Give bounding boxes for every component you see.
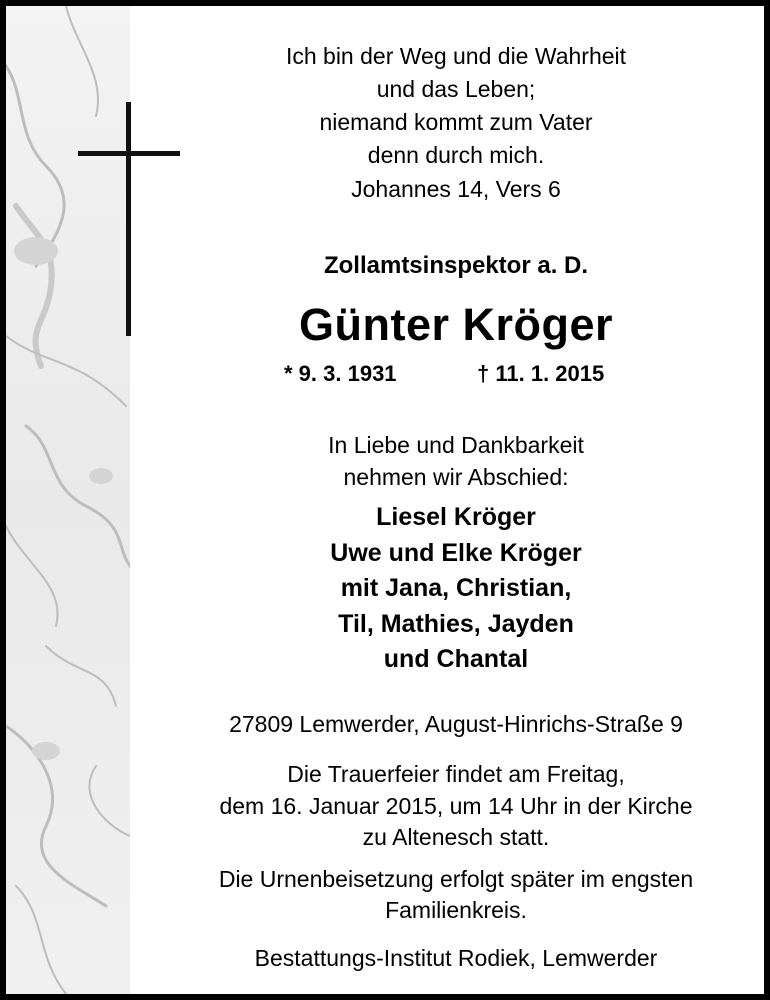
- family-line: Uwe und Elke Kröger: [330, 539, 582, 567]
- farewell-line: nehmen wir Abschied:: [343, 464, 569, 490]
- ceremony-line: zu Altenesch statt.: [362, 824, 550, 850]
- deceased-title: Zollamtsinspektor a. D.: [323, 252, 589, 279]
- verse-line: Ich bin der Weg und die Wahrheit: [285, 43, 627, 69]
- burial-line: Die Urnenbeisetzung erfolgt später im engsten: [218, 866, 694, 892]
- verse-line: denn durch mich.: [367, 142, 545, 168]
- address: 27809 Lemwerder, August-Hinrichs-Straße 9: [229, 711, 683, 737]
- burial-line: Familienkreis.: [385, 897, 527, 923]
- family-line: Liesel Kröger: [376, 503, 536, 531]
- verse-line: niemand kommt zum Vater: [319, 109, 593, 135]
- undertaker: Bestattungs-Institut Rodiek, Lemwerder: [254, 945, 658, 971]
- ceremony-line: Die Trauerfeier findet am Freitag,: [287, 761, 625, 787]
- family-line: Til, Mathies, Jayden: [338, 610, 574, 638]
- farewell-line: In Liebe und Dankbarkeit: [328, 432, 584, 458]
- deceased-name: Günter Kröger: [298, 299, 614, 350]
- verse-reference: Johannes 14, Vers 6: [351, 176, 561, 202]
- birth-date: * 9. 3. 1931: [284, 361, 397, 386]
- verse-line: und das Leben;: [376, 76, 536, 102]
- ceremony-line: dem 16. Januar 2015, um 14 Uhr in der Kirche: [219, 793, 693, 819]
- family-line: mit Jana, Christian,: [340, 574, 572, 602]
- family-line: und Chantal: [383, 645, 529, 673]
- death-date: † 11. 1. 2015: [477, 361, 605, 386]
